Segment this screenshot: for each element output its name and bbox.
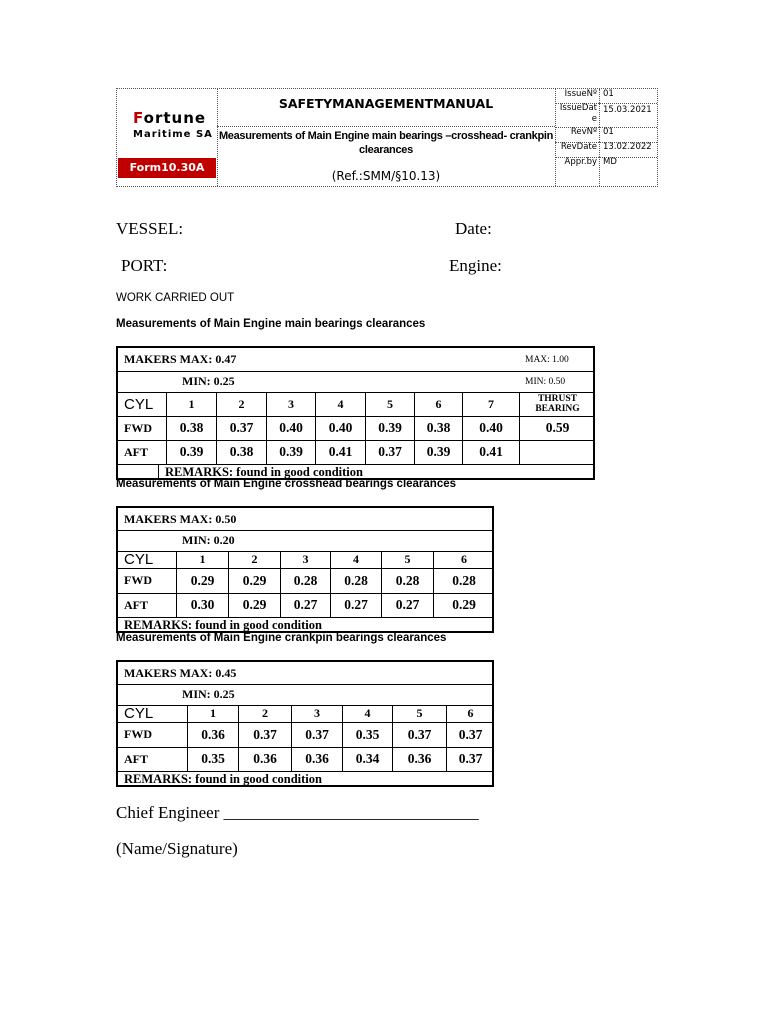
crankpin-caption: Measurements of Main Engine crankpin bearings clearances — [116, 632, 447, 644]
thrust-min: MIN: 0.50 — [525, 376, 566, 387]
crosshead-bearings-table — [116, 506, 494, 633]
crosshead-caption: Measurements of Main Engine crosshead bearings clearances — [116, 478, 457, 490]
meta-value: 13.02.2022 — [603, 142, 652, 152]
table-row — [118, 617, 492, 633]
meta-key: IssueDate — [555, 103, 600, 127]
header-title-block — [217, 89, 556, 186]
fwd-value: 0.37 — [446, 722, 494, 747]
fwd-value: 0.37 — [392, 722, 446, 747]
aft-value: 0.35 — [187, 747, 238, 771]
cyl-header: 6 — [446, 705, 494, 722]
thrust-bearing-header: THRUST BEARING — [519, 392, 595, 416]
cyl-header: 6 — [433, 551, 494, 568]
main-bearings-table — [116, 346, 595, 480]
aft-value: 0.29 — [228, 593, 280, 617]
divider — [217, 126, 555, 127]
chief-engineer-signature-line: Chief Engineer ______________________________ — [116, 803, 479, 822]
table-row — [118, 371, 593, 393]
engine-label: Engine: — [449, 256, 502, 275]
cyl-header: 4 — [315, 392, 365, 416]
date-label: Date: — [455, 219, 492, 238]
min-value: MIN: 0.25 — [182, 374, 235, 388]
remarks: REMARKS: found in good condition — [158, 464, 595, 480]
meta-row-issue-date — [555, 103, 657, 128]
cyl-label: CYL — [124, 551, 154, 568]
remarks: REMARKS: found in good condition — [124, 771, 322, 786]
table-row — [118, 662, 492, 685]
document-title: Measurements of Main Engine main bearings –crosshead- crankpin clearances — [218, 130, 554, 156]
aft-label: AFT — [124, 444, 148, 459]
fwd-value: 0.35 — [342, 722, 392, 747]
cyl-header: 2 — [238, 705, 291, 722]
table-row — [118, 348, 593, 372]
meta-key: Appr.by — [555, 157, 600, 186]
aft-value: 0.38 — [216, 440, 266, 464]
fwd-value: 0.29 — [176, 568, 228, 593]
reference: (Ref.:SMM/§10.13) — [331, 169, 441, 183]
empty-cell — [519, 440, 595, 464]
aft-value: 0.34 — [342, 747, 392, 771]
fwd-value: 0.37 — [216, 416, 266, 440]
fwd-value: 0.39 — [365, 416, 414, 440]
table-row — [118, 593, 492, 618]
cyl-header: 5 — [381, 551, 433, 568]
fwd-value: 0.38 — [414, 416, 462, 440]
aft-label: AFT — [124, 597, 148, 612]
main-bearings-caption: Measurements of Main Engine main bearings clearances — [116, 318, 426, 330]
cyl-header: 6 — [414, 392, 462, 416]
aft-value: 0.37 — [365, 440, 414, 464]
fwd-value: 0.36 — [187, 722, 238, 747]
aft-value: 0.36 — [238, 747, 291, 771]
cyl-header: 1 — [187, 705, 238, 722]
name-signature-label: (Name/Signature) — [116, 839, 238, 858]
thrust-max: MAX: 1.00 — [525, 354, 569, 365]
meta-row-rev-date — [555, 142, 657, 158]
cyl-header: 1 — [176, 551, 228, 568]
cyl-header: 3 — [280, 551, 330, 568]
cyl-header: 2 — [216, 392, 266, 416]
fwd-value: 0.28 — [433, 568, 494, 593]
aft-value: 0.41 — [315, 440, 365, 464]
remarks: REMARKS: found in good condition — [124, 617, 322, 632]
aft-value: 0.36 — [392, 747, 446, 771]
port-label: PORT: — [121, 256, 168, 275]
fwd-value: 0.29 — [228, 568, 280, 593]
fwd-value: 0.40 — [266, 416, 315, 440]
form-number-badge: Form10.30A — [118, 158, 216, 178]
aft-value: 0.27 — [330, 593, 381, 617]
fwd-value: 0.37 — [291, 722, 342, 747]
company-subtitle: Maritime SA — [133, 129, 213, 140]
table-row — [118, 530, 492, 552]
logo-first-letter: F — [133, 109, 144, 127]
thrust-value: 0.59 — [519, 416, 595, 440]
cyl-header: 5 — [365, 392, 414, 416]
table-row — [118, 684, 492, 706]
meta-value: 01 — [603, 89, 614, 99]
aft-value: 0.36 — [291, 747, 342, 771]
table-row — [118, 551, 492, 569]
cyl-header: 7 — [462, 392, 519, 416]
aft-value: 0.39 — [166, 440, 216, 464]
aft-value: 0.29 — [433, 593, 494, 617]
meta-key: RevDate — [555, 142, 600, 157]
makers-max: MAKERS MAX: 0.47 — [124, 352, 237, 366]
meta-value: 01 — [603, 127, 614, 137]
document-header — [116, 88, 658, 187]
aft-value: 0.41 — [462, 440, 519, 464]
meta-row-approved-by — [555, 157, 657, 186]
fwd-value: 0.37 — [238, 722, 291, 747]
fwd-value: 0.40 — [462, 416, 519, 440]
cyl-header: 5 — [392, 705, 446, 722]
meta-row-rev-no — [555, 127, 657, 143]
table-row — [118, 747, 492, 772]
aft-value: 0.27 — [381, 593, 433, 617]
vessel-label: VESSEL: — [116, 219, 184, 238]
makers-max: MAKERS MAX: 0.50 — [124, 511, 237, 526]
table-row — [118, 568, 492, 594]
makers-max: MAKERS MAX: 0.45 — [124, 665, 237, 680]
cyl-header: 3 — [291, 705, 342, 722]
min-value: MIN: 0.25 — [182, 687, 235, 701]
fwd-label: FWD — [124, 420, 152, 435]
aft-value: 0.39 — [414, 440, 462, 464]
meta-key: IssueNº — [555, 89, 600, 103]
meta-key: RevNº — [555, 127, 600, 142]
cyl-label: CYL — [124, 705, 154, 722]
fwd-label: FWD — [124, 727, 152, 741]
company-logo-block — [117, 89, 218, 186]
table-row — [118, 771, 492, 787]
table-row — [118, 416, 593, 441]
cyl-header: 4 — [342, 705, 392, 722]
cyl-header: 3 — [266, 392, 315, 416]
cyl-header: 1 — [166, 392, 216, 416]
cyl-header: 2 — [228, 551, 280, 568]
fwd-value: 0.40 — [315, 416, 365, 440]
aft-value: 0.37 — [446, 747, 494, 771]
min-value: MIN: 0.20 — [182, 533, 235, 547]
header-meta-table — [555, 89, 657, 186]
table-row — [118, 705, 492, 723]
work-carried-out-label: WORK CARRIED OUT — [116, 292, 235, 304]
cyl-header: 4 — [330, 551, 381, 568]
aft-value: 0.39 — [266, 440, 315, 464]
table-row — [118, 722, 492, 748]
table-row — [118, 392, 593, 417]
table-row — [118, 508, 492, 531]
company-logo — [133, 109, 206, 127]
meta-row-issue-no — [555, 89, 657, 104]
logo-rest: ortune — [143, 109, 207, 127]
meta-value: MD — [603, 157, 617, 167]
meta-value: 15.03.2021 — [603, 105, 652, 115]
fwd-value: 0.38 — [166, 416, 216, 440]
fwd-value: 0.28 — [280, 568, 330, 593]
cyl-label: CYL — [124, 395, 154, 413]
aft-label: AFT — [124, 751, 148, 766]
manual-title: SAFETYMANAGEMENTMANUAL — [278, 96, 494, 111]
fwd-value: 0.28 — [381, 568, 433, 593]
aft-value: 0.27 — [280, 593, 330, 617]
fwd-label: FWD — [124, 573, 152, 587]
aft-value: 0.30 — [176, 593, 228, 617]
table-row — [118, 440, 593, 465]
crankpin-bearings-table — [116, 660, 494, 787]
fwd-value: 0.28 — [330, 568, 381, 593]
